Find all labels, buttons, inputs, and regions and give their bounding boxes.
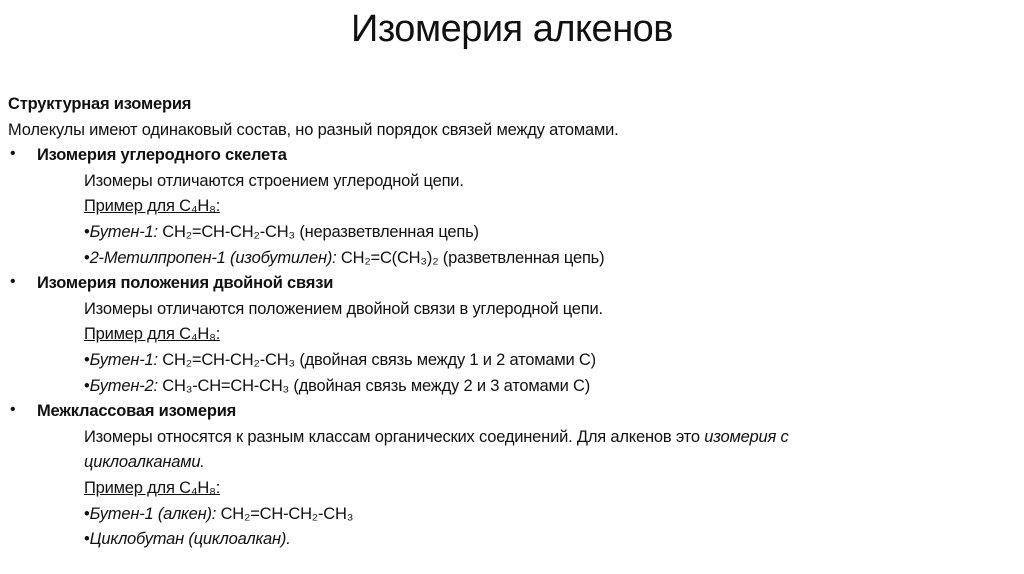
text-line — [84, 171, 464, 191]
text-segment: Бутен-2: — [89, 376, 158, 395]
text-segment: Бутен-1: — [89, 223, 158, 241]
text-segment: Изомерия положения двойной связи — [37, 274, 334, 293]
text-line — [84, 427, 789, 447]
slide-title: Изомерия алкенов — [351, 8, 673, 50]
text-segment: CH₂=CH-CH₂-CH₃ (двойная связь между 1 и 2 атомами C) — [157, 351, 596, 369]
text-segment: Циклобутан (циклоалкан). — [89, 530, 291, 549]
text-segment: Изомерия углеродного скелета — [37, 146, 287, 165]
text-segment: Пример для C₄H₈: — [84, 479, 221, 497]
text-segment: • — [84, 223, 90, 241]
text-segment: CH₂=C(CH₃)₂ (разветвленная цепь) — [336, 248, 605, 267]
section-heading — [8, 94, 191, 114]
text-segment: Пример для C₄H₈: — [84, 325, 221, 344]
section-heading — [37, 273, 333, 293]
text-segment: CH₂=CH-CH₂-CH₃ (неразветвленная цепь) — [157, 223, 479, 241]
text-segment: 2-Метилпропен-1 (изобутилен): — [89, 248, 337, 267]
text-line — [84, 299, 603, 319]
section-heading — [37, 145, 287, 165]
text-segment: • — [84, 530, 90, 549]
text-line — [84, 350, 596, 370]
text-line — [84, 248, 604, 268]
text-line — [84, 222, 479, 242]
text-segment: Изомеры отличаются строением углеродной цепи. — [84, 171, 464, 190]
section-heading — [37, 401, 236, 421]
text-segment: • — [84, 351, 90, 369]
text-segment: Изомеры отличаются положением двойной связи в углеродной цепи. — [84, 299, 603, 318]
text-line — [84, 504, 353, 524]
bullet-icon: • — [10, 273, 16, 291]
text-segment: изомерия с — [704, 427, 789, 446]
text-segment: • — [84, 376, 90, 395]
text-segment: Изомеры относятся к разным классам органических соединений. Для алкенов это — [84, 427, 705, 446]
text-segment: Межклассовая изомерия — [37, 402, 237, 421]
example-label — [84, 196, 220, 216]
text-line — [8, 120, 619, 140]
text-segment: Молекулы имеют одинаковый состав, но разный порядок связей между атомами. — [8, 120, 619, 139]
text-segment: • — [84, 248, 90, 267]
text-segment: Пример для C₄H₈: — [84, 197, 221, 216]
text-line — [84, 529, 291, 549]
bullet-icon: • — [10, 401, 16, 419]
example-label — [84, 478, 220, 498]
text-segment: циклоалканами. — [84, 453, 205, 472]
text-segment: CH₃-CH=CH-CH₃ (двойная связь между 2 и 3 атомами C) — [157, 376, 591, 395]
text-line — [84, 452, 205, 472]
text-segment: Бутен-1 (алкен): — [89, 504, 217, 523]
text-line — [84, 376, 590, 396]
text-segment: • — [84, 504, 90, 523]
text-segment: Структурная изомерия — [8, 95, 192, 113]
example-label — [84, 324, 220, 344]
bullet-icon: • — [10, 145, 16, 163]
text-segment: Бутен-1: — [89, 351, 158, 369]
text-segment: CH₂=CH-CH₂-CH₃ — [216, 504, 354, 523]
